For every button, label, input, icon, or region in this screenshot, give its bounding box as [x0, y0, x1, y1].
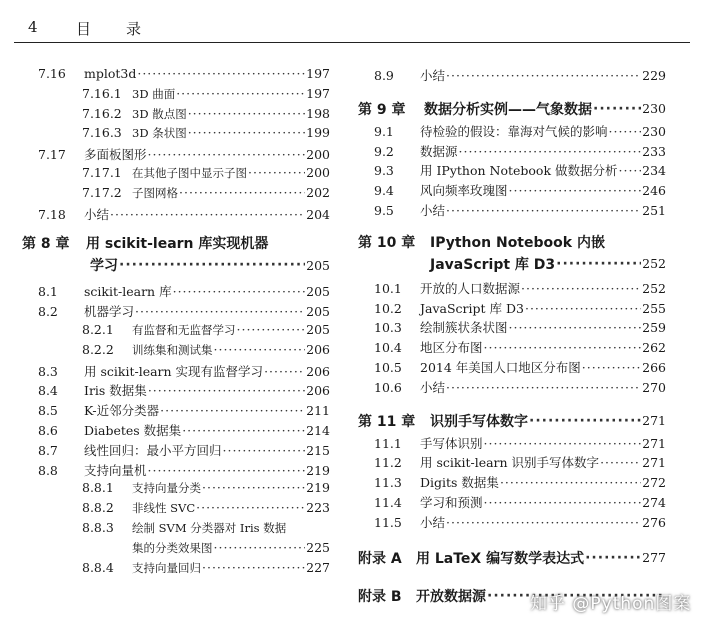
- toc-leader-dots: [484, 340, 642, 355]
- toc-leader-dots: [446, 68, 641, 83]
- toc-entry-number: 10.5: [374, 359, 402, 375]
- toc-entry-number: 7.17.2: [82, 184, 122, 200]
- toc-entry-title: 用 scikit-learn 实现有监督学习: [84, 363, 264, 379]
- chapter-8-title-line1: 用 scikit-learn 库实现机器: [86, 236, 269, 253]
- toc-leader-dots: [182, 423, 305, 438]
- appendix-b-title: 开放数据源: [416, 588, 486, 605]
- toc-entry[interactable]: [22, 421, 330, 441]
- header-title-part-1: 目: [76, 20, 92, 38]
- toc-entry[interactable]: [22, 86, 330, 106]
- page-header: [0, 0, 720, 42]
- toc-entry-title: 训练集和测试集: [132, 342, 213, 357]
- toc-entry[interactable]: [358, 181, 666, 201]
- toc-leader-dots: [509, 320, 642, 335]
- toc-entry-page: 205: [306, 321, 330, 337]
- toc-entry-title: Iris 数据集: [84, 383, 147, 399]
- toc-entry-number: 7.18: [38, 206, 66, 222]
- toc-entry[interactable]: [22, 480, 330, 500]
- chapter-11-number: 第 11 章: [358, 413, 416, 430]
- toc-entry-title: 机器学习: [84, 304, 135, 320]
- toc-entry-number: 8.3: [38, 363, 58, 379]
- toc-entry-page: 202: [306, 184, 330, 200]
- toc-entry-title: 数据源: [420, 143, 458, 159]
- appendix-a-number: 附录 A: [358, 550, 402, 567]
- toc-left-top-entries: [22, 66, 330, 224]
- toc-entry[interactable]: [358, 338, 666, 358]
- appendix-b-number: 附录 B: [358, 588, 402, 605]
- chapter-11-page: 271: [642, 413, 666, 429]
- toc-entry-page: 251: [642, 202, 666, 218]
- toc-entry[interactable]: [22, 282, 330, 302]
- toc-leader-dots: [202, 560, 305, 575]
- toc-leader-dots: [585, 550, 641, 566]
- toc-entry-page: 227: [306, 559, 330, 575]
- toc-entry-page: 205: [306, 304, 330, 320]
- toc-leader-dots: [188, 106, 305, 121]
- toc-leader-dots: [609, 124, 642, 139]
- toc-entry-number: 10.3: [374, 320, 402, 336]
- toc-entry[interactable]: [22, 381, 330, 401]
- toc-entry-page: 234: [642, 163, 666, 179]
- toc-entry[interactable]: [358, 378, 666, 398]
- toc-entry[interactable]: [358, 201, 666, 221]
- toc-entry-number: 8.8.3: [82, 519, 114, 535]
- toc-leader-dots: [484, 436, 642, 451]
- toc-entry-title: Diabetes 数据集: [84, 422, 182, 438]
- toc-entry-title: 集的分类效果图: [132, 540, 213, 555]
- toc-entry-number: 7.16.2: [82, 105, 122, 121]
- toc-leader-dots: [529, 413, 641, 429]
- toc-entry[interactable]: [358, 434, 666, 454]
- toc-leader-dots: [484, 495, 642, 510]
- toc-entry-number: 9.1: [374, 123, 394, 139]
- toc-entry-number: 9.2: [374, 143, 394, 159]
- toc-entry-page: 259: [642, 320, 666, 336]
- toc-entry-number: 9.3: [374, 163, 394, 179]
- toc-entry[interactable]: [22, 540, 330, 560]
- chapter-10-number: 第 10 章: [358, 234, 416, 251]
- toc-entry-number: 10.1: [374, 280, 402, 296]
- toc-entry-number: 11.5: [374, 514, 402, 530]
- toc-entry-page: 206: [306, 363, 330, 379]
- toc-entry-title: 小结: [420, 68, 446, 83]
- toc-entry-number: 11.1: [374, 435, 402, 451]
- toc-entry-number: 8.8.2: [82, 500, 114, 516]
- toc-entry-number: 10.4: [374, 340, 402, 356]
- toc-entry-page: 270: [642, 379, 666, 395]
- toc-entry[interactable]: [22, 205, 330, 225]
- toc-entry[interactable]: [358, 318, 666, 338]
- chapter-8-title-line2: 学习: [90, 258, 118, 275]
- toc-entry-title: 线性回归：最小平方回归: [84, 442, 222, 458]
- toc-entry-number: 7.17.1: [82, 164, 122, 180]
- toc-entry-number: 7.16.3: [82, 125, 122, 141]
- toc-entry-number: 8.7: [38, 442, 58, 458]
- toc-leader-dots: [264, 364, 305, 379]
- toc-entry-page: 229: [642, 68, 666, 83]
- toc-entry-title: 开放的人口数据源: [420, 280, 521, 296]
- toc-leader-dots: [248, 165, 305, 180]
- toc-leader-dots: [137, 66, 305, 81]
- chapter-8-number: 第 8 章: [22, 236, 70, 253]
- toc-leader-dots: [148, 147, 306, 162]
- toc-entry-title: 风向频率玫瑰图: [420, 183, 508, 199]
- chapter-10-page: 252: [642, 256, 666, 272]
- toc-entry-page: 225: [306, 539, 330, 555]
- toc-chapter-10-entries: [358, 279, 666, 398]
- toc-left-column: [22, 66, 330, 579]
- toc-entry-page: 200: [306, 164, 330, 180]
- toc-entry[interactable]: [22, 106, 330, 126]
- toc-entry-page: 230: [642, 123, 666, 139]
- toc-entry[interactable]: [22, 401, 330, 421]
- toc-entry-title: 有监督和无监督学习: [132, 322, 236, 337]
- toc-entry-title: mplot3d: [84, 66, 137, 81]
- chapter-11-title: 识别手写体数字: [430, 413, 528, 430]
- chapter-9-page: 230: [642, 101, 666, 117]
- toc-entry-title: 用 scikit-learn 识别手写体数字: [420, 455, 600, 471]
- toc-entry-number: 8.6: [38, 422, 58, 438]
- chapter-10-title-line2: JavaScript 库 D3: [430, 256, 556, 273]
- toc-entry[interactable]: [22, 185, 330, 205]
- toc-leader-dots: [525, 301, 641, 316]
- chapter-10-heading[interactable]: [358, 231, 666, 275]
- toc-leader-dots: [110, 207, 305, 222]
- toc-entry-title: 在其他子图中显示子图: [132, 165, 247, 180]
- toc-entry-title: Digits 数据集: [420, 475, 499, 491]
- chapter-8-page: 205: [306, 257, 330, 273]
- toc-entry-number: 10.2: [374, 300, 402, 316]
- toc-entry-page: 206: [306, 341, 330, 357]
- toc-leader-dots: [600, 455, 641, 470]
- toc-entry-title: 支持向量机: [84, 462, 147, 478]
- toc-entry-number: 8.8: [38, 462, 58, 478]
- toc-entry-page: 215: [306, 442, 330, 458]
- chapter-10-title-line1: IPython Notebook 内嵌: [430, 234, 605, 251]
- toc-entry-title: 绘制簇状条状图: [420, 320, 508, 336]
- toc-entry[interactable]: [22, 362, 330, 382]
- toc-entry-page: 198: [306, 105, 330, 121]
- chapter-8-heading[interactable]: [22, 232, 330, 276]
- toc-entry-title: scikit-learn 库: [84, 284, 172, 300]
- toc-entry[interactable]: [22, 441, 330, 461]
- toc-entry-page: 246: [642, 183, 666, 199]
- watermark: 知乎 @Python图案: [530, 594, 692, 614]
- toc-leader-dots: [135, 304, 305, 319]
- toc-entry-page: 197: [306, 66, 330, 81]
- toc-entry-number: 8.5: [38, 403, 58, 419]
- toc-entry-page: 255: [642, 300, 666, 316]
- header-title-part-2: 录: [126, 20, 142, 38]
- toc-leader-dots: [593, 101, 641, 117]
- toc-leader-dots: [223, 443, 306, 458]
- toc-leader-dots: [237, 322, 306, 337]
- toc-entry[interactable]: [22, 520, 330, 540]
- toc-entry-title: 3D 曲面: [132, 86, 176, 101]
- toc-entry-title: 小结: [420, 202, 446, 218]
- toc-entry[interactable]: [22, 342, 330, 362]
- toc-entry-title: 小结: [420, 379, 446, 395]
- toc-entry[interactable]: [22, 322, 330, 342]
- toc-leader-dots: [179, 185, 305, 200]
- chapter-9-heading[interactable]: [358, 96, 666, 122]
- toc-entry-number: 7.16.1: [82, 85, 122, 101]
- toc-leader-dots: [582, 360, 641, 375]
- toc-entry[interactable]: [358, 279, 666, 299]
- toc-leader-dots: [188, 125, 305, 140]
- toc-chapter-8-entries: [22, 282, 330, 579]
- toc-entry[interactable]: [22, 66, 330, 86]
- toc-right-column: [358, 66, 666, 611]
- toc-entry-number: 8.4: [38, 383, 58, 399]
- toc-entry-title: 2014 年美国人口地区分布图: [420, 359, 581, 375]
- toc-entry[interactable]: [22, 302, 330, 322]
- toc-entry-page: 206: [306, 383, 330, 399]
- toc-leader-dots: [509, 183, 642, 198]
- toc-entry-number: 8.2.1: [82, 321, 114, 337]
- toc-entry-title: 非线性 SVC: [132, 501, 196, 516]
- toc-entry-page: 252: [642, 280, 666, 296]
- toc-entry[interactable]: [22, 461, 330, 481]
- toc-chapter-11-entries: [358, 434, 666, 533]
- toc-entry[interactable]: [22, 560, 330, 580]
- toc-entry-page: 271: [642, 435, 666, 451]
- toc-entry-page: 219: [306, 480, 330, 496]
- chapter-9-number: 第 9 章: [358, 101, 406, 118]
- header-page-number: 4: [28, 18, 38, 36]
- toc-entry-number: 9.5: [374, 202, 394, 218]
- toc-leader-dots: [148, 383, 305, 398]
- toc-leader-dots: [148, 463, 306, 478]
- toc-leader-dots: [176, 86, 305, 101]
- toc-entry-page: 233: [642, 143, 666, 159]
- toc-leader-dots: [500, 475, 641, 490]
- toc-entry[interactable]: [358, 493, 666, 513]
- toc-chapter-9-entries: [358, 122, 666, 221]
- toc-leader-dots: [459, 144, 642, 159]
- toc-entry-page: 274: [642, 494, 666, 510]
- toc-entry-title: 多面板图形: [84, 147, 147, 163]
- toc-entry[interactable]: [358, 453, 666, 473]
- toc-entry-title: 待检验的假设：靠海对气候的影响: [420, 123, 608, 139]
- toc-entry-number: 11.4: [374, 494, 402, 510]
- toc-entry[interactable]: [358, 161, 666, 181]
- toc-entry-title: 支持向量分类: [132, 481, 201, 496]
- toc-entry-number: 11.2: [374, 455, 402, 471]
- toc-entry-number: 10.6: [374, 379, 402, 395]
- toc-right-entries-a: [358, 66, 666, 86]
- toc-entry-number: 8.8.1: [82, 480, 114, 496]
- toc-leader-dots: [556, 256, 641, 272]
- toc-entry[interactable]: [358, 122, 666, 142]
- toc-entry-title: 小结: [420, 514, 446, 530]
- toc-leader-dots: [619, 163, 642, 178]
- toc-entry[interactable]: [22, 165, 330, 185]
- toc-entry-number: 7.16: [38, 66, 66, 81]
- toc-leader-dots: [196, 500, 305, 515]
- toc-entry-page: 197: [306, 85, 330, 101]
- appendix-a-page: 277: [642, 550, 666, 566]
- toc-entry-title: 3D 散点图: [132, 106, 187, 121]
- toc-leader-dots: [202, 480, 305, 495]
- toc-leader-dots: [214, 540, 306, 555]
- toc-entry-title: JavaScript 库 D3: [420, 300, 524, 316]
- appendix-a-title: 用 LaTeX 编写数学表达式: [416, 550, 585, 567]
- toc-entry[interactable]: [358, 142, 666, 162]
- toc-entry-number: 8.2: [38, 304, 58, 320]
- chapter-9-title: 数据分析实例——气象数据: [424, 101, 592, 118]
- toc-leader-dots: [160, 403, 305, 418]
- toc-entry[interactable]: [22, 125, 330, 145]
- toc-entry-number: 7.17: [38, 147, 66, 163]
- toc-entry-title: 绘制 SVM 分类器对 Iris 数据: [132, 520, 287, 535]
- toc-leader-dots: [214, 342, 306, 357]
- toc-entry-title: 小结: [84, 206, 110, 222]
- toc-entry-title: 3D 条状图: [132, 126, 187, 141]
- toc-leader-dots: [446, 203, 641, 218]
- toc-entry-title: 地区分布图: [420, 340, 483, 356]
- toc-entry-page: 271: [642, 455, 666, 471]
- toc-entry-page: 266: [642, 359, 666, 375]
- toc-entry-page: 272: [642, 475, 666, 491]
- toc-entry[interactable]: [358, 299, 666, 319]
- toc-entry[interactable]: [22, 500, 330, 520]
- toc-entry-number: 8.8.4: [82, 559, 114, 575]
- toc-entry-number: 8.1: [38, 284, 58, 300]
- toc-entry[interactable]: [358, 66, 666, 86]
- toc-entry-number: 8.9: [374, 68, 394, 83]
- toc-entry-page: 204: [306, 206, 330, 222]
- toc-entry-title: 支持向量回归: [132, 560, 201, 575]
- toc-entry-title: 手写体识别: [420, 435, 483, 451]
- toc-entry-page: 262: [642, 340, 666, 356]
- toc-entry-page: 223: [306, 500, 330, 516]
- toc-leader-dots: [446, 380, 641, 395]
- toc-entry-title: 子图网格: [132, 185, 178, 200]
- toc-leader-dots: [521, 281, 641, 296]
- toc-entry-page: 276: [642, 514, 666, 530]
- toc-entry-page: 211: [306, 403, 330, 419]
- appendix-a-heading[interactable]: [358, 543, 666, 573]
- toc-entry-page: 219: [306, 462, 330, 478]
- toc-entry-page: 199: [306, 125, 330, 141]
- toc-entry[interactable]: [358, 358, 666, 378]
- toc-entry-title: 用 IPython Notebook 做数据分析: [420, 163, 618, 179]
- toc-leader-dots: [446, 515, 641, 530]
- toc-entry-page: 214: [306, 422, 330, 438]
- toc-entry[interactable]: [358, 473, 666, 493]
- toc-entry-title: 学习和预测: [420, 494, 483, 510]
- toc-entry-number: 11.3: [374, 475, 402, 491]
- toc-entry-page: 205: [306, 284, 330, 300]
- toc-entry-page: 200: [306, 147, 330, 163]
- toc-leader-dots: [119, 257, 305, 273]
- toc-entry-title: K-近邻分类器: [84, 403, 160, 419]
- toc-entry-number: 8.2.2: [82, 341, 114, 357]
- toc-leader-dots: [173, 284, 306, 299]
- toc-entry-number: 9.4: [374, 183, 394, 199]
- toc-entry[interactable]: [358, 513, 666, 533]
- toc-entry[interactable]: [22, 145, 330, 165]
- chapter-11-heading[interactable]: [358, 408, 666, 434]
- header-rule: [14, 42, 690, 43]
